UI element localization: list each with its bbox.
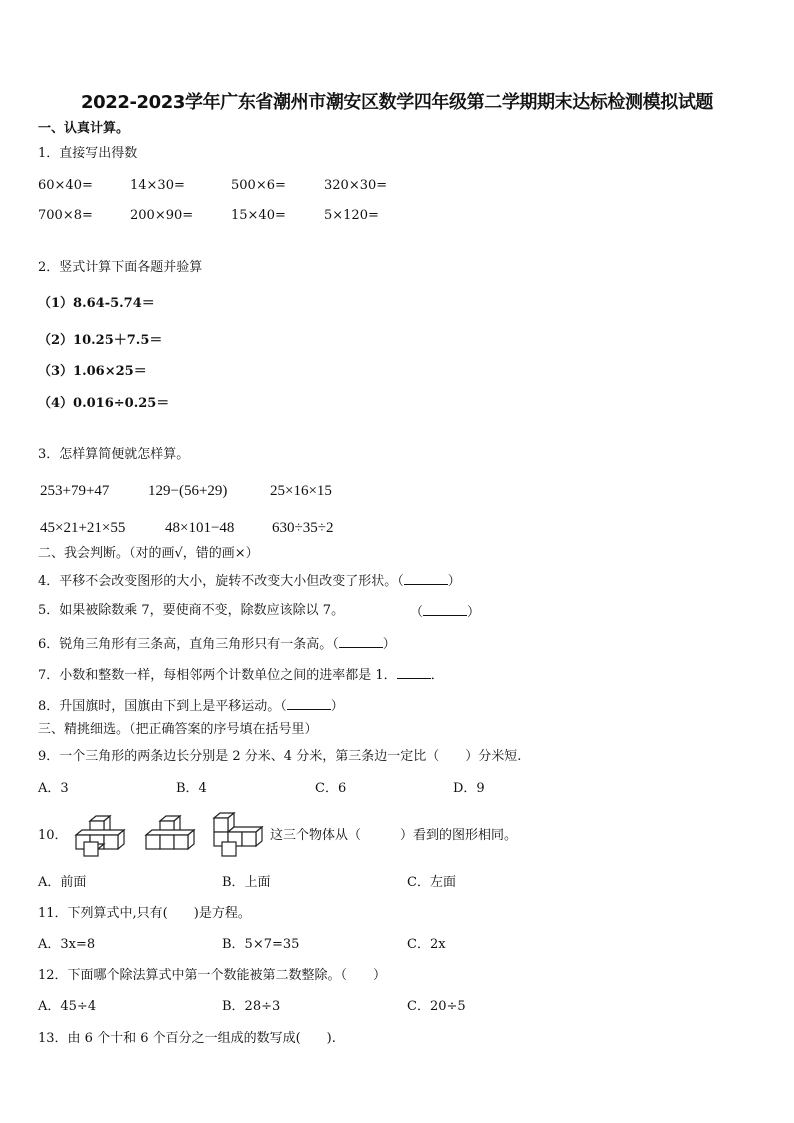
q2-item-3: （3）1.06×25＝ — [38, 364, 147, 379]
q5-open: （ — [410, 605, 424, 620]
q2-label: 2．竖式计算下面各题并验算 — [38, 260, 203, 275]
q5-answer-blank[interactable] — [423, 603, 467, 616]
q1-r2-c2: 200×90= — [130, 208, 194, 223]
q3-r2-c3: 630÷35÷2 — [272, 520, 334, 536]
q8-text: 8．升国旗时，国旗由下到上是平移运动。（ — [38, 699, 287, 714]
q1-r1-c4: 320×30= — [324, 178, 388, 193]
q12-option-b[interactable]: B．28÷3 — [222, 999, 281, 1014]
q9-option-d[interactable]: D．9 — [453, 781, 485, 796]
q6 — [38, 635, 396, 653]
q13-text: 13．由 6 个十和 6 个百分之一组成的数写成( ). — [38, 1031, 336, 1046]
q4 — [38, 572, 461, 590]
q1-r1-c2: 14×30= — [130, 178, 185, 193]
q9-option-b[interactable]: B．4 — [176, 781, 207, 796]
q10-number: 10． — [38, 828, 68, 843]
q3-r1-c3: 25×16×15 — [270, 483, 332, 499]
q2-item-2: （2）10.25＋7.5＝ — [38, 333, 163, 348]
q12-option-a[interactable]: A．45÷4 — [38, 999, 97, 1014]
cube-figure-2 — [140, 815, 198, 857]
q1-label: 1．直接写出得数 — [38, 146, 138, 161]
q7-end: ． — [430, 668, 444, 683]
q3-label: 3．怎样算简便就怎样算。 — [38, 447, 190, 462]
q10-option-c[interactable]: C．左面 — [407, 875, 456, 890]
q5-end: ） — [467, 605, 481, 620]
q3-r2-c2: 48×101−48 — [165, 520, 235, 536]
q1-r1-c3: 500×6= — [231, 178, 286, 193]
q9-option-c[interactable]: C．6 — [315, 781, 347, 796]
q11-option-c[interactable]: C．2x — [407, 937, 446, 952]
q8-end: ） — [330, 699, 344, 714]
q4-end: ） — [447, 574, 461, 589]
q2-item-4: （4）0.016÷0.25＝ — [38, 396, 170, 411]
q12-text: 12．下面哪个除法算式中第一个数能被第二数整除。（ ） — [38, 968, 387, 983]
q12-option-c[interactable]: C．20÷5 — [407, 999, 466, 1014]
q1-r1-c1: 60×40= — [38, 178, 93, 193]
q7-text: 7．小数和整数一样，每相邻两个计数单位之间的进率都是 1． — [38, 668, 397, 683]
q6-text: 6．锐角三角形有三条高，直角三角形只有一条高。（ — [38, 637, 339, 652]
section3-heading: 三、精挑细选。（把正确答案的序号填在括号里） — [38, 722, 318, 737]
cube-figure-1 — [70, 815, 128, 857]
q6-end: ） — [382, 637, 396, 652]
q7 — [38, 666, 444, 684]
q3-r1-c2: 129−(56+29) — [148, 483, 228, 499]
q11-option-b[interactable]: B．5×7=35 — [222, 937, 300, 952]
q5-text: 5．如果被除数乘 7，要使商不变，除数应该除以 7。 — [38, 603, 345, 618]
q3-r2-c1: 45×21+21×55 — [40, 520, 126, 536]
q9-option-a[interactable]: A．3 — [38, 781, 69, 796]
q4-text: 4．平移不会改变图形的大小，旋转不改变大小但改变了形状。（ — [38, 574, 404, 589]
page-title: 2022-2023学年广东省潮州市潮安区数学四年级第二学期期末达标检测模拟试题 — [80, 92, 714, 113]
q8 — [38, 697, 344, 715]
q5-bracket — [410, 603, 480, 621]
q10-option-b[interactable]: B．上面 — [222, 875, 271, 890]
q5 — [38, 603, 344, 619]
q1-r2-c3: 15×40= — [231, 208, 286, 223]
q10-option-a[interactable]: A．前面 — [38, 875, 87, 890]
q9-text: 9．一个三角形的两条边长分别是 2 分米、4 分米，第三条边一定比（ ）分米短. — [38, 749, 522, 764]
q11-text: 11．下列算式中,只有( )是方程。 — [38, 906, 251, 921]
q1-r2-c1: 700×8= — [38, 208, 93, 223]
q4-answer-blank[interactable] — [404, 572, 448, 585]
q11-option-a[interactable]: A．3x=8 — [38, 937, 96, 952]
q6-answer-blank[interactable] — [339, 635, 383, 648]
section2-heading: 二、我会判断。（对的画√，错的画×） — [38, 546, 259, 561]
q10-text: 这三个物体从（ ）看到的图形相同。 — [270, 828, 518, 843]
q3-r1-c1: 253+79+47 — [40, 483, 110, 499]
q1-r2-c4: 5×120= — [324, 208, 379, 223]
section1-heading: 一、认真计算。 — [38, 121, 130, 136]
cube-figure-3 — [208, 812, 266, 858]
q7-answer-blank[interactable] — [397, 666, 431, 679]
q2-item-1: （1）8.64-5.74＝ — [38, 296, 155, 311]
q8-answer-blank[interactable] — [287, 697, 331, 710]
